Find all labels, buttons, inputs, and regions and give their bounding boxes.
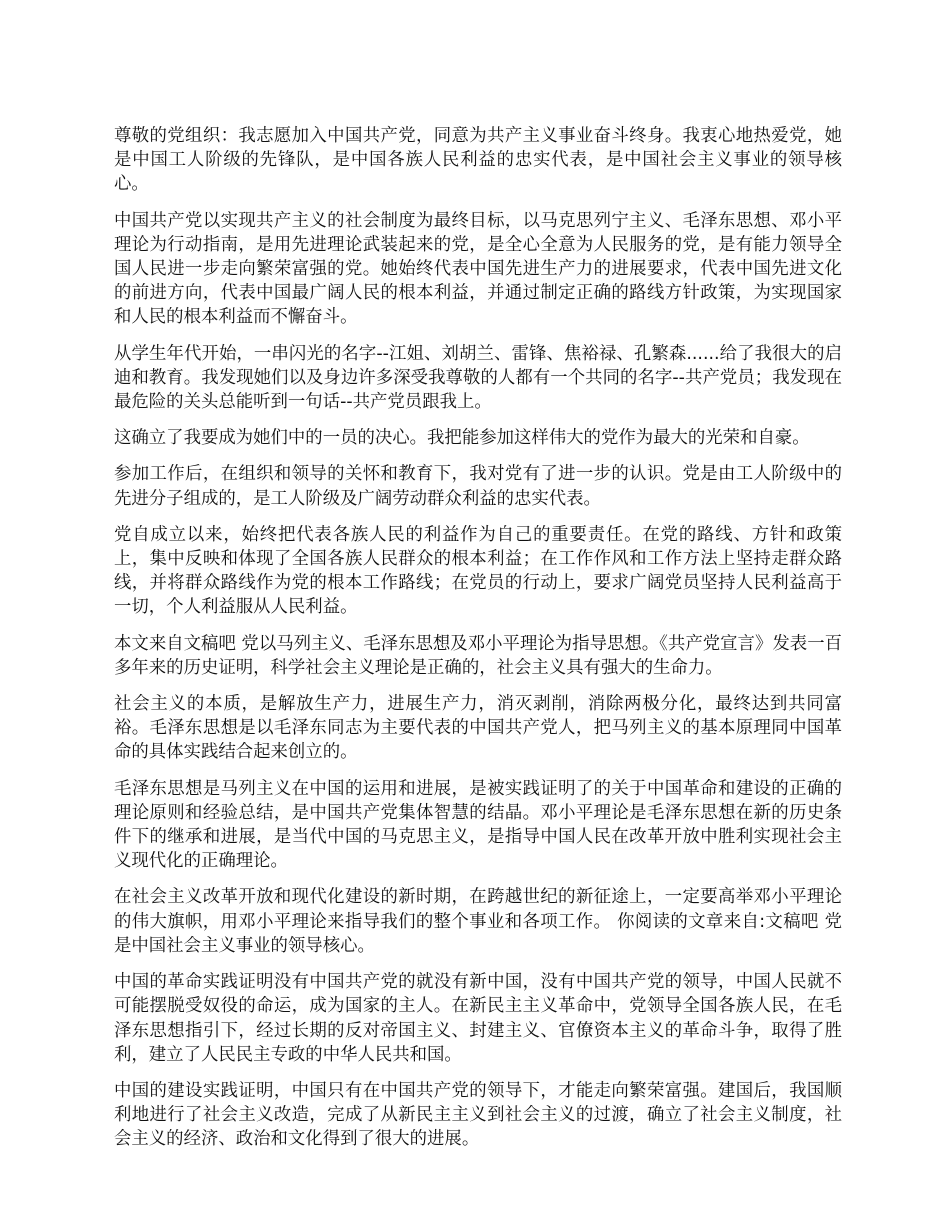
paragraph-6: 党自成立以来，始终把代表各族人民的利益作为自己的重要责任。在党的路线、方针和政策上，集中反映和体现了全国各族人民群众的根本利益；在工作作风和工作方法上坚持走群众路线，并将群众路线作为党的根本工作路线；在党员的行动上，要求广阔党员坚持人民利益高于一切，个人利益服从人民利益。	[114, 524, 842, 618]
paragraph-4: 这确立了我要成为她们中的一员的决心。我把能参加这样伟大的党作为最大的光荣和自豪。	[114, 428, 810, 449]
paragraph-8: 社会主义的本质，是解放生产力，进展生产力，消灭剥削，消除两极分化，最终达到共同富裕。毛泽东思想是以毛泽东同志为主要代表的中国共产党人，把马列主义的基本原理同中国革命的具体实践结合起来创立的。	[114, 694, 842, 763]
paragraph-12: 中国的建设实践证明，中国只有在中国共产党的领导下，才能走向繁荣富强。建国后，我国顺利地进行了社会主义改造，完成了从新民主主义到社会主义的过渡，确立了社会主义制度，社会主义的经济、政治和文化得到了很大的进展。	[114, 1080, 842, 1150]
paragraph-2: 中国共产党以实现共产主义的社会制度为最终目标，以马克思列宁主义、毛泽东思想、邓小平理论为行动指南，是用先进理论武装起来的党，是全心全意为人民服务的党，是有能力领导全国人民进一步走向繁荣富强的党。她始终代表中国先进生产力的进展要求，代表中国先进文化的前进方向，代表中国最广阔人民的根本利益，并通过制定正确的路线方针政策，为实现国家和人民的根本利益而不懈奋斗。	[114, 210, 842, 328]
paragraph-5: 参加工作后，在组织和领导的关怀和教育下，我对党有了进一步的认识。党是由工人阶级中的先进分子组成的，是工人阶级及广阔劳动群众利益的忠实代表。	[114, 464, 842, 509]
paragraph-11: 中国的革命实践证明没有中国共产党的就没有新中国，没有中国共产党的领导，中国人民就不可能摆脱受奴役的命运，成为国家的主人。在新民主主义革命中，党领导全国各族人民，在毛泽东思想指引下，经过长期的反对帝国主义、封建主义、官僚资本主义的革命斗争，取得了胜利，建立了人民民主专政的中华人民共和国。	[114, 972, 842, 1065]
paragraph-1: 尊敬的党组织：我志愿加入中国共产党，同意为共产主义事业奋斗终身。我衷心地热爱党，她是中国工人阶级的先锋队，是中国各族人民利益的忠实代表，是中国社会主义事业的领导核心。	[114, 126, 842, 195]
document-body	[114, 124, 842, 1164]
paragraph-9: 毛泽东思想是马列主义在中国的运用和进展，是被实践证明了的关于中国革命和建设的正确的理论原则和经验总结，是中国共产党集体智慧的结晶。邓小平理论是毛泽东思想在新的历史条件下的继承和进展，是当代中国的马克思主义，是指导中国人民在改革开放中胜利实现社会主义现代化的正确理论。	[114, 778, 842, 872]
paragraph-3: 从学生年代开始，一串闪光的名字--江姐、刘胡兰、雷锋、焦裕禄、孔繁森......给了我很大的启迪和教育。我发现她们以及身边许多深受我尊敬的人都有一个共同的名字--共产党员；我发现在最危险的关头总能听到一句话--共产党员跟我上。	[114, 343, 842, 413]
paragraph-7: 本文来自文稿吧 党以马列主义、毛泽东思想及邓小平理论为指导思想。《共产党宣言》发表一百多年来的历史证明，科学社会主义理论是正确的，社会主义具有强大的生命力。	[114, 633, 842, 678]
paragraph-10: 在社会主义改革开放和现代化建设的新时期，在跨越世纪的新征途上，一定要高举邓小平理论的伟大旗帜，用邓小平理论来指导我们的整个事业和各项工作。 你阅读的文章来自:文稿吧 党是中国社会主义事业的领导核心。	[114, 887, 842, 956]
